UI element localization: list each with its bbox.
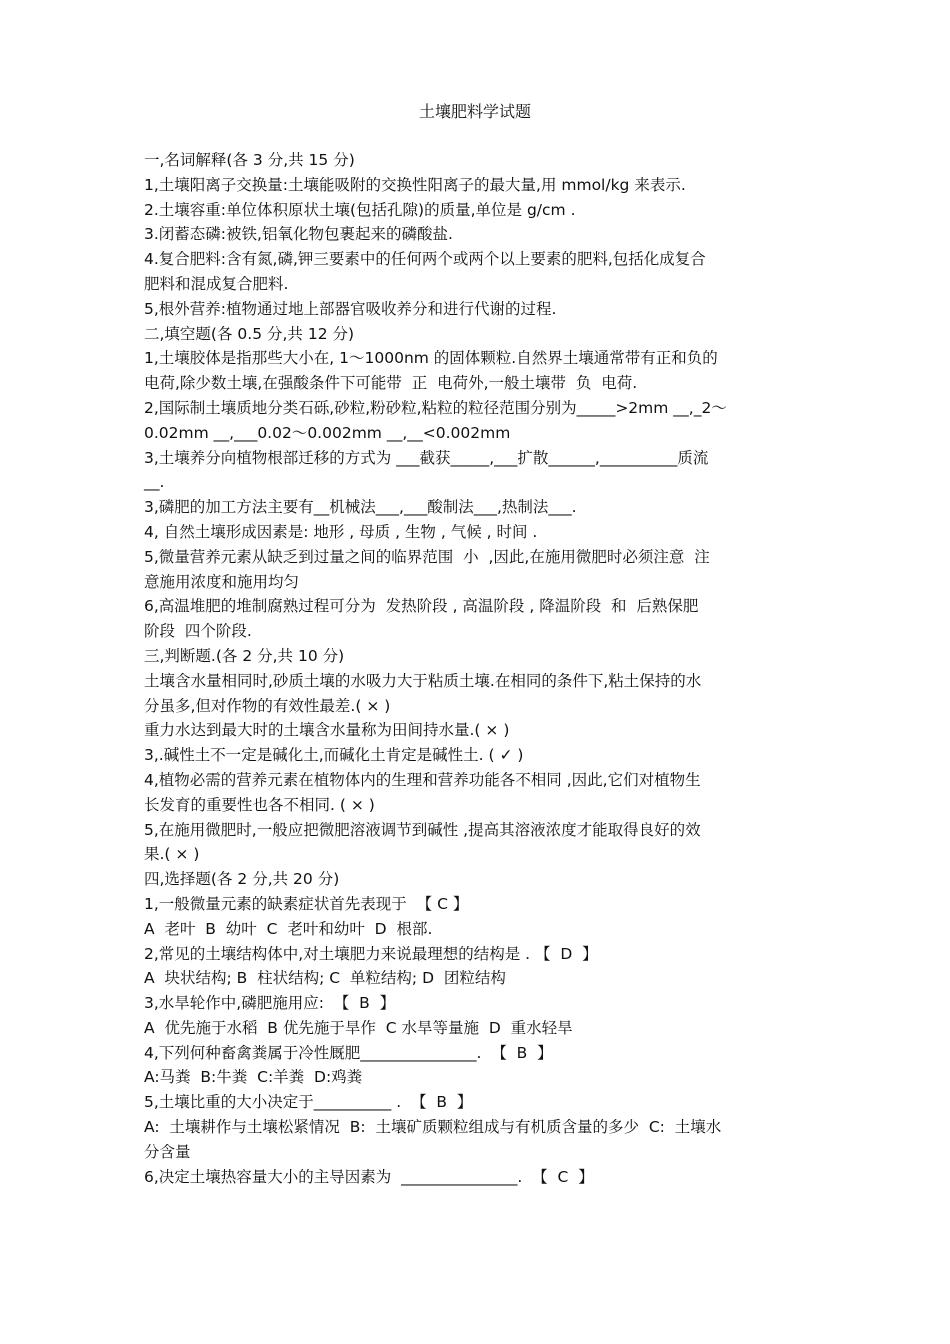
text-line: 分含量: [144, 1142, 191, 1161]
text-line: 土壤含水量相同时,砂质土壤的水吸力大于粘质土壤.在相同的条件下,粘土保持的水: [144, 671, 702, 690]
text-line: 电荷,除少数土壤,在强酸条件下可能带 正 电荷外,一般土壤带 负 电荷.: [144, 374, 638, 393]
text-line: 2,国际制土壤质地分类石砾,砂粒,粉砂粒,粘粒的粒径范围分别为_____>2mm __,_2～: [144, 398, 727, 417]
text-line: 3.闭蓄态磷:被铁,铝氧化物包裹起来的磷酸盐.: [144, 225, 453, 244]
text-line: 6,高温堆肥的堆制腐熟过程可分为 发热阶段 , 高温阶段 , 降温阶段 和 后熟保肥: [144, 597, 699, 616]
section-heading: 一,名词解释(各 3 分,共 15 分): [144, 151, 355, 169]
text-line: 3,磷肥的加工方法主要有__机械法___,___酸制法___,热制法___.: [144, 498, 577, 517]
text-line: 5,根外营养:植物通过地上部器官吸收养分和进行代谢的过程.: [144, 299, 557, 318]
text-line: 4.复合肥料:含有氮,磷,钾三要素中的任何两个或两个以上要素的肥料,包括化成复合: [144, 250, 706, 269]
text-line: 3,水旱轮作中,磷肥施用应: 【 B 】: [144, 994, 396, 1013]
document-page: [144, 0, 814, 1344]
text-line: 4,植物必需的营养元素在植物体内的生理和营养功能各不相同 ,因此,它们对植物生: [144, 770, 701, 789]
document-title: 土壤肥料学试题: [418, 102, 531, 121]
text-line: A: 土壤耕作与土壤松紧情况 B: 土壤矿质颗粒组成与有机质含量的多少 C: 土壤水: [144, 1118, 722, 1137]
section-heading: 三,判断题.(各 2 分,共 10 分): [144, 646, 345, 665]
text-line: A:马粪 B:牛粪 C:羊粪 D:鸡粪: [144, 1068, 363, 1087]
text-line: __.: [144, 473, 165, 492]
text-line: A 块状结构; B 柱状结构; C 单粒结构; D 团粒结构: [144, 969, 506, 988]
text-line: 果.( × ): [144, 845, 200, 864]
text-line: 5,土壤比重的大小决定于__________ . 【 B 】: [144, 1093, 473, 1112]
text-line: 4,下列何种畜禽粪属于冷性厩肥_______________. 【 B 】: [144, 1043, 553, 1062]
text-line: 肥料和混成复合肥料.: [144, 274, 289, 293]
text-line: 1,一般微量元素的缺素症状首先表现于 【 C 】: [144, 894, 469, 913]
text-line: A 老叶 B 幼叶 C 老叶和幼叶 D 根部.: [144, 919, 433, 938]
document-body: [144, 148, 806, 1189]
text-line: 4, 自然土壤形成因素是: 地形 , 母质 , 生物 , 气候 , 时间 .: [144, 522, 538, 541]
text-line: 阶段 四个阶段.: [144, 622, 252, 641]
text-line: 意施用浓度和施用均匀: [144, 572, 300, 591]
text-line: 6,决定土壤热容量大小的主导因素为 _______________. 【 C 】: [144, 1167, 594, 1186]
text-line: 0.02mm __,___0.02～0.002mm __,__<0.002mm: [144, 423, 511, 442]
text-line: A 优先施于水稻 B 优先施于旱作 C 水旱等量施 D 重水轻旱: [144, 1018, 573, 1037]
text-line: 5,在施用微肥时,一般应把微肥溶液调节到碱性 ,提高其溶液浓度才能取得良好的效: [144, 820, 701, 839]
section-heading: 四,选择题(各 2 分,共 20 分): [144, 870, 340, 889]
text-line: 1,土壤阳离子交换量:土壤能吸附的交换性阳离子的最大量,用 mmol/kg 来表示.: [144, 175, 686, 194]
text-line: 长发育的重要性也各不相同. ( × ): [144, 795, 375, 814]
text-line: 2,常见的土壤结构体中,对土壤肥力来说最理想的结构是 . 【 D 】: [144, 944, 598, 963]
text-line: 3,土壤养分向植物根部迁移的方式为 ___截获_____,___扩散______,__________质流: [144, 448, 709, 467]
section-heading: 二,填空题(各 0.5 分,共 12 分): [144, 324, 355, 343]
text-line: 3,.碱性土不一定是碱化土,而碱化土肯定是碱性土. ( ✓ ): [144, 746, 524, 765]
text-line: 5,微量营养元素从缺乏到过量之间的临界范围 小 ,因此,在施用微肥时必须注意 注: [144, 547, 710, 566]
text-line: 2.土壤容重:单位体积原状土壤(包括孔隙)的质量,单位是 g/cm .: [144, 200, 576, 219]
text-line: 重力水达到最大时的土壤含水量称为田间持水量.( × ): [144, 721, 510, 740]
text-line: 1,土壤胶体是指那些大小在, 1～1000nm 的固体颗粒.自然界土壤通常带有正和负的: [144, 349, 718, 368]
text-line: 分虽多,但对作物的有效性最差.( × ): [144, 696, 391, 715]
